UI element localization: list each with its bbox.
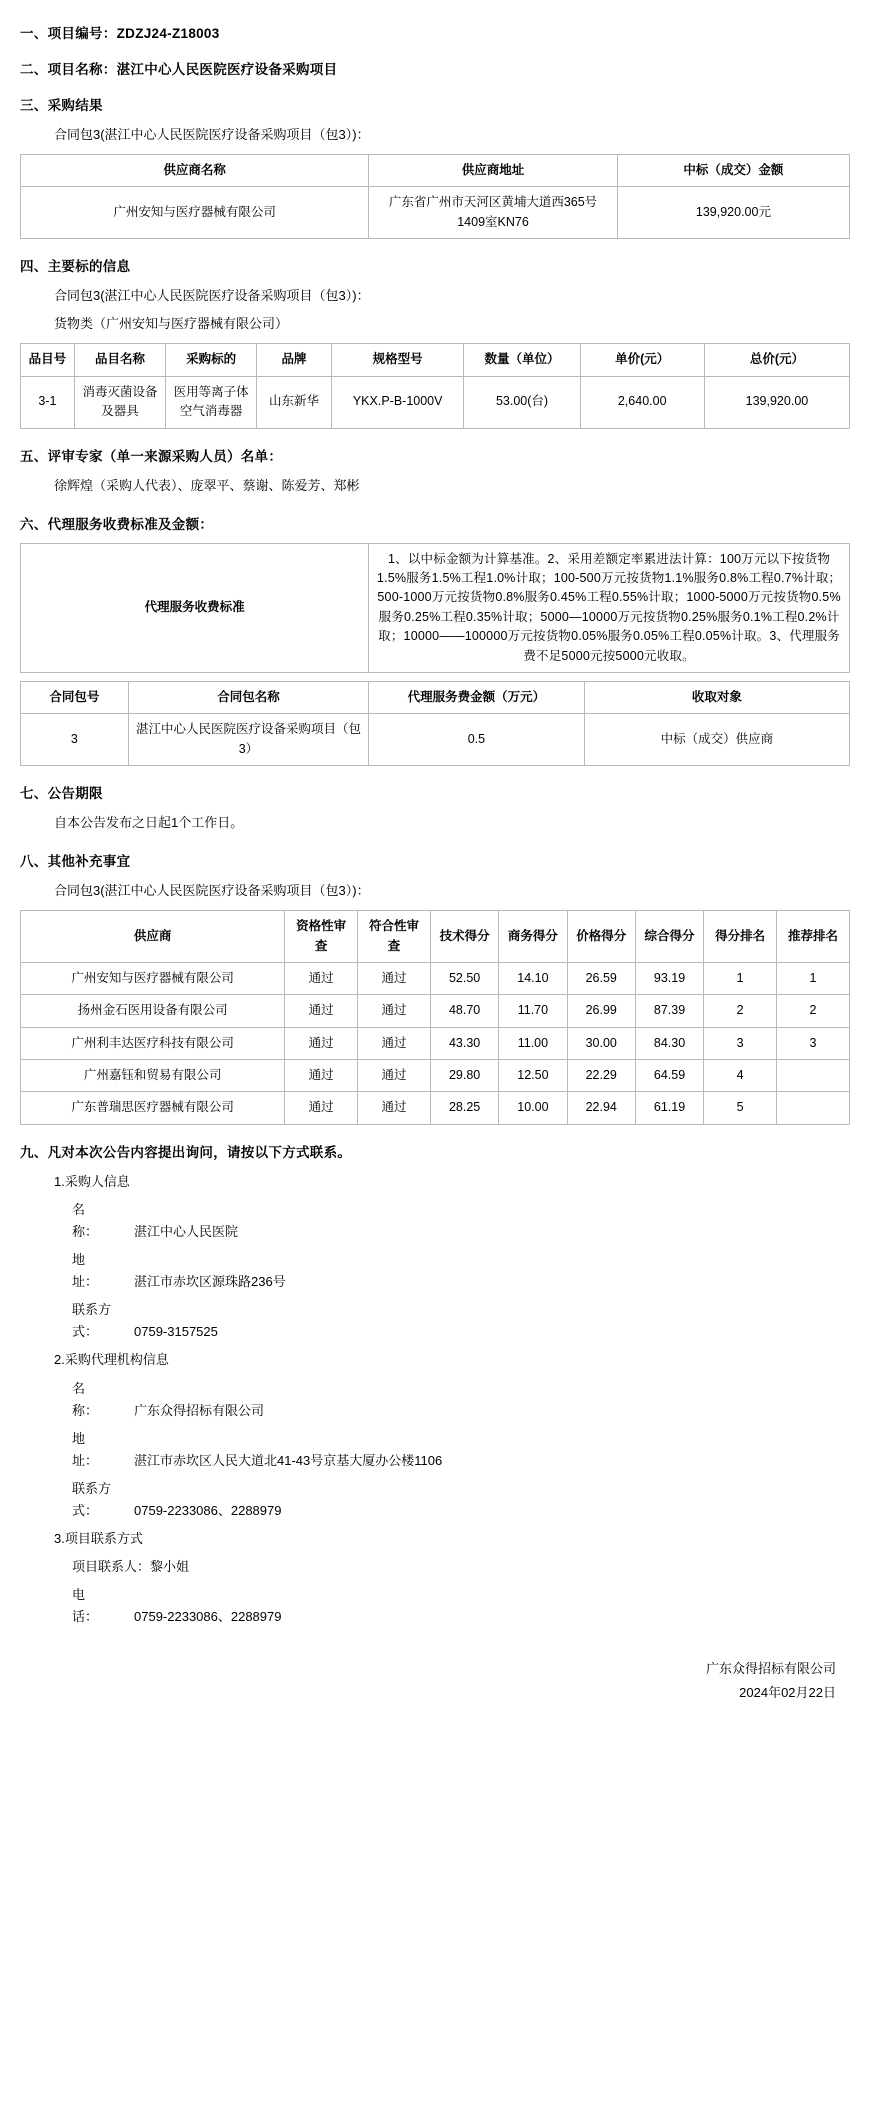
cell-supplier: 广州嘉钰和贸易有限公司 (21, 1060, 285, 1092)
cell-qualification: 通过 (285, 995, 358, 1027)
table-row (21, 714, 850, 766)
col-supplier-name: 供应商名称 (21, 155, 369, 187)
cell-total-score: 84.30 (635, 1027, 703, 1059)
col-subject: 采购标的 (166, 344, 257, 376)
cell-tech-score: 52.50 (430, 962, 498, 994)
col-award-amount: 中标（成交）金额 (617, 155, 849, 187)
project-tel-row (72, 1584, 850, 1628)
project-person-label: 项目联系人： (72, 1559, 151, 1575)
col-compliance-review: 符合性审查 (358, 911, 431, 963)
cell-package-no: 3 (21, 714, 129, 766)
cell-business-score: 12.50 (499, 1060, 567, 1092)
project-person-value: 黎小姐 (150, 1559, 190, 1575)
col-package-name: 合同包名称 (128, 681, 368, 713)
footer-date: 2024年02月22日 (739, 1685, 836, 1701)
cell-fee-amount: 0.5 (369, 714, 585, 766)
project-contact-title: 3.项目联系方式 (54, 1531, 143, 1547)
score-table (20, 910, 850, 1125)
cell-compliance: 通过 (358, 995, 431, 1027)
cell-supplier: 扬州金石医用设备有限公司 (21, 995, 285, 1027)
project-tel-value: 0759-2233086、2288979 (134, 1609, 282, 1625)
col-unit-price: 单价(元） (580, 344, 704, 376)
result-package-label: 合同包3(湛江中心人民医院医疗设备采购项目（包3）)： (54, 127, 370, 142)
project-tel-label: 电 话： (72, 1587, 112, 1625)
col-recommend-rank: 推荐排名 (777, 911, 850, 963)
cell-score-rank: 4 (704, 1060, 777, 1092)
table-header-row (21, 681, 850, 713)
section-supplementary-title: 八、其他补充事宜 (20, 854, 131, 870)
subject-category-label: 货物类（广州安知与医疗器械有限公司） (54, 316, 289, 332)
cell-price-score: 22.29 (567, 1060, 635, 1092)
buyer-name-value: 湛江中心人民医院 (134, 1224, 239, 1239)
agency-name-label: 名 称： (72, 1380, 112, 1418)
section-subject-info-title: 四、主要标的信息 (20, 259, 131, 275)
cell-price-score: 30.00 (567, 1027, 635, 1059)
table-header-row (21, 911, 850, 963)
subject-table (20, 343, 850, 428)
section-project-number: 一、项目编号：ZDZJ24-Z18003 (20, 26, 220, 41)
buyer-tel-row (72, 1299, 850, 1343)
cell-award-amount: 139,920.00元 (617, 187, 849, 239)
cell-business-score: 10.00 (499, 1092, 567, 1124)
cell-total-score: 61.19 (635, 1092, 703, 1124)
cell-supplier: 广州安知与医疗器械有限公司 (21, 962, 285, 994)
buyer-tel-label: 联系方式： (72, 1302, 112, 1340)
cell-business-score: 11.00 (499, 1027, 567, 1059)
col-qualification-review: 资格性审查 (285, 911, 358, 963)
cell-package-name: 湛江中心人民医院医疗设备采购项目（包3） (128, 714, 368, 766)
cell-supplier-address: 广东省广州市天河区黄埔大道西365号1409室KN76 (369, 187, 618, 239)
cell-price-score: 22.94 (567, 1092, 635, 1124)
col-total-price: 总价(元） (704, 344, 849, 376)
cell-model: YKX.P-B-1000V (331, 376, 464, 428)
table-header-row (21, 344, 850, 376)
agency-fee-amount-table (20, 681, 850, 766)
cell-score-rank: 5 (704, 1092, 777, 1124)
table-row (21, 995, 850, 1027)
col-package-no: 合同包号 (21, 681, 129, 713)
col-item-no: 品目号 (21, 344, 75, 376)
col-model: 规格型号 (331, 344, 464, 376)
table-row (21, 1092, 850, 1124)
col-technical-score: 技术得分 (430, 911, 498, 963)
cell-supplier: 广州利丰达医疗科技有限公司 (21, 1027, 285, 1059)
cell-total-score: 93.19 (635, 962, 703, 994)
experts-list: 徐辉煌（采购人代表）、庞翠平、蔡谢、陈爱芳、郑彬 (54, 477, 360, 493)
col-quantity: 数量（单位） (464, 344, 580, 376)
cell-qualification: 通过 (285, 1060, 358, 1092)
col-business-score: 商务得分 (499, 911, 567, 963)
agency-address-value: 湛江市赤坎区人民大道北41-43号京基大厦办公楼1106 (134, 1452, 443, 1468)
cell-supplier: 广东普瑞思医疗器械有限公司 (21, 1092, 285, 1124)
buyer-address-label: 地 址： (72, 1252, 112, 1290)
cell-score-rank: 2 (704, 995, 777, 1027)
cell-recommend-rank: 1 (777, 962, 850, 994)
cell-qualification: 通过 (285, 1027, 358, 1059)
table-row (21, 187, 850, 239)
col-brand: 品牌 (257, 344, 332, 376)
cell-fee-standard-label: 代理服务收费标准 (21, 543, 369, 672)
cell-quantity: 53.00(台) (464, 376, 580, 428)
cell-business-score: 11.70 (499, 995, 567, 1027)
buyer-tel-value: 0759-3157525 (134, 1324, 218, 1340)
cell-tech-score: 48.70 (430, 995, 498, 1027)
col-fee-payer: 收取对象 (584, 681, 849, 713)
agency-name-row (72, 1378, 850, 1422)
cell-supplier-name: 广州安知与医疗器械有限公司 (21, 187, 369, 239)
section-notice-period-title: 七、公告期限 (20, 786, 103, 801)
agency-address-row (72, 1428, 850, 1472)
cell-recommend-rank (777, 1092, 850, 1124)
agency-info-title: 2.采购代理机构信息 (54, 1352, 169, 1368)
section-contact-title: 九、凡对本次公告内容提出询问，请按以下方式联系。 (20, 1144, 352, 1160)
section-agency-fee-title: 六、代理服务收费标准及金额： (20, 516, 214, 532)
cell-compliance: 通过 (358, 1027, 431, 1059)
cell-qualification: 通过 (285, 962, 358, 994)
buyer-name-label: 名 称： (72, 1201, 112, 1239)
project-person-row (72, 1556, 850, 1578)
cell-unit-price: 2,640.00 (580, 376, 704, 428)
col-total-score: 综合得分 (635, 911, 703, 963)
cell-fee-standard-text: 1、以中标金额为计算基准。2、采用差额定率累进法计算：100万元以下按货物1.5%服务1.5%工程1.0%计取；100-500万元按货物1.1%服务0.8%工程0.7%计取；500-1000万元按货物0.8%服务0.45%工程0.55%计取；1000-5000万元按货物0.5%服务0.25%工程0.35%计取；5000—10000万元按货物0.25%服务0.1%工程0.2%计取；10000——100000万元按货物0.05%服务0.05%工程0.05%计取。3、代理服务费不足5000元按5000元收取。 (369, 543, 850, 672)
supplementary-package-label: 合同包3(湛江中心人民医院医疗设备采购项目（包3）)： (54, 883, 370, 899)
cell-recommend-rank: 2 (777, 995, 850, 1027)
cell-business-score: 14.10 (499, 962, 567, 994)
col-supplier: 供应商 (21, 911, 285, 963)
buyer-address-row (72, 1249, 850, 1293)
cell-total-score: 87.39 (635, 995, 703, 1027)
cell-fee-payer: 中标（成交）供应商 (584, 714, 849, 766)
buyer-name-row (72, 1199, 850, 1243)
agency-fee-standard-table (20, 543, 850, 673)
table-header-row (21, 155, 850, 187)
table-row (21, 1060, 850, 1092)
cell-tech-score: 43.30 (430, 1027, 498, 1059)
cell-compliance: 通过 (358, 1060, 431, 1092)
section-project-name: 二、项目名称：湛江中心人民医院医疗设备采购项目 (20, 62, 338, 77)
footer-organization: 广东众得招标有限公司 (705, 1660, 836, 1676)
agency-tel-label: 联系方式： (72, 1480, 112, 1519)
subject-package-label: 合同包3(湛江中心人民医院医疗设备采购项目（包3）)： (54, 288, 370, 304)
agency-tel-value: 0759-2233086、2288979 (134, 1503, 282, 1519)
col-price-score: 价格得分 (567, 911, 635, 963)
table-row (21, 962, 850, 994)
col-score-rank: 得分排名 (704, 911, 777, 963)
cell-qualification: 通过 (285, 1092, 358, 1124)
col-item-name: 品目名称 (74, 344, 165, 376)
col-fee-amount: 代理服务费金额（万元） (369, 681, 585, 713)
result-table (20, 154, 850, 239)
cell-price-score: 26.99 (567, 995, 635, 1027)
notice-period-text: 自本公告发布之日起1个工作日。 (54, 815, 244, 830)
cell-tech-score: 28.25 (430, 1092, 498, 1124)
cell-score-rank: 3 (704, 1027, 777, 1059)
agency-name-value: 广东众得招标有限公司 (134, 1402, 265, 1418)
cell-total-score: 64.59 (635, 1060, 703, 1092)
cell-recommend-rank: 3 (777, 1027, 850, 1059)
buyer-address-value: 湛江市赤坎区源珠路236号 (134, 1274, 286, 1290)
cell-score-rank: 1 (704, 962, 777, 994)
cell-subject: 医用等离子体空气消毒器 (166, 376, 257, 428)
table-row (21, 1027, 850, 1059)
cell-price-score: 26.59 (567, 962, 635, 994)
section-experts-title: 五、评审专家（单一来源采购人员）名单： (20, 448, 283, 464)
cell-item-name: 消毒灭菌设备及器具 (74, 376, 165, 428)
cell-total-price: 139,920.00 (704, 376, 849, 428)
table-row (21, 543, 850, 672)
table-row (21, 376, 850, 428)
agency-tel-row (72, 1478, 850, 1522)
agency-address-label: 地 址： (72, 1430, 112, 1468)
cell-compliance: 通过 (358, 1092, 431, 1124)
cell-recommend-rank (777, 1060, 850, 1092)
cell-tech-score: 29.80 (430, 1060, 498, 1092)
cell-item-no: 3-1 (21, 376, 75, 428)
buyer-info-title: 1.采购人信息 (54, 1173, 130, 1189)
cell-brand: 山东新华 (257, 376, 332, 428)
col-supplier-address: 供应商地址 (369, 155, 618, 187)
footer (20, 1657, 850, 1706)
cell-compliance: 通过 (358, 962, 431, 994)
section-procurement-result-title: 三、采购结果 (20, 98, 103, 113)
